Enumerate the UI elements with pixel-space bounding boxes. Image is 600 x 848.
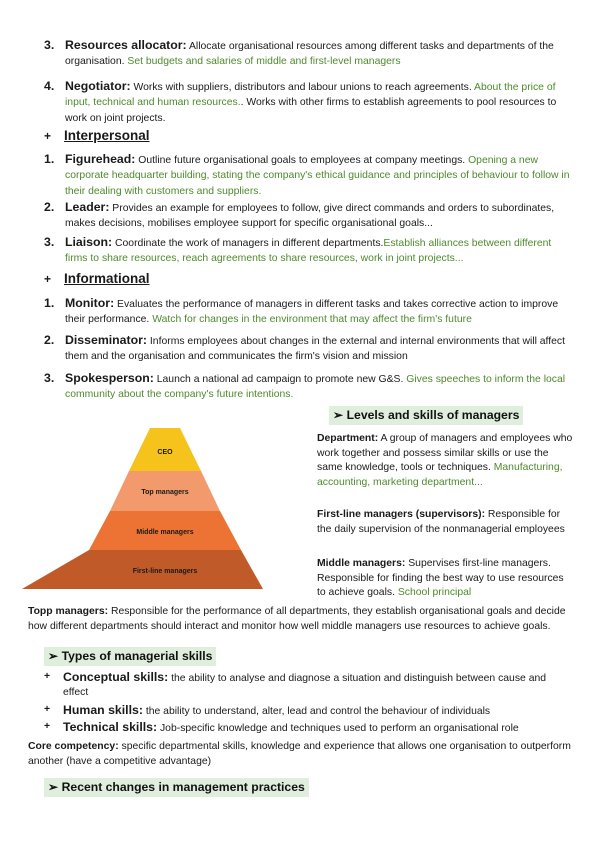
- role-monitor: [44, 296, 572, 328]
- item-number: 1.: [44, 296, 55, 310]
- skill-term: Technical skills:: [63, 720, 158, 734]
- role-text: Provides an example for employees to follow, give direct commands and orders to subordinates, makes decisions, mobilises employee support for specific organisational goals...: [65, 203, 555, 230]
- role-negotiator: [44, 79, 572, 126]
- section-interpersonal: [44, 128, 150, 143]
- role-example: About the price of input, technical and human resources.: [65, 82, 556, 109]
- pyramid-label-top: Top managers: [141, 489, 189, 496]
- levels-heading: [329, 406, 523, 425]
- definition-term: Middle managers:: [317, 558, 406, 569]
- pyramid-label-first-line: First-line managers: [132, 568, 198, 575]
- role-term: Liaison:: [65, 235, 113, 249]
- role-text: Outline future organisational goals to employees at company meetings.: [135, 155, 469, 166]
- role-term: Monitor:: [65, 296, 115, 310]
- role-example: Set budgets and salaries of middle and first-level managers: [127, 56, 401, 68]
- role-term: Spokesperson:: [65, 371, 154, 385]
- skill-term: Conceptual skills:: [63, 670, 169, 684]
- section-heading: Informational: [64, 271, 150, 286]
- role-leader: [44, 200, 572, 232]
- definition-text: specific departmental skills, knowledge and experience that allows one organisation to outperform another (have a competitive advantage): [28, 741, 571, 767]
- skill-term: Human skills:: [63, 703, 143, 717]
- item-number: 1.: [44, 152, 55, 166]
- role-text: Evaluates the performance of managers in different tasks and takes corrective action to improve their performance.: [65, 299, 559, 326]
- pyramid-label-middle: Middle managers: [136, 529, 194, 536]
- item-number: 2.: [44, 333, 55, 347]
- item-number: 3.: [44, 235, 55, 249]
- role-text: Coordinate the work of managers in different departments.: [112, 238, 384, 249]
- bullet: +: [44, 721, 51, 732]
- bullet: +: [44, 704, 51, 715]
- recent-changes-heading: [44, 778, 309, 797]
- skill-conceptual: [44, 670, 574, 701]
- item-number: 2.: [44, 200, 55, 214]
- skill-human: [44, 703, 574, 719]
- skill-text: the ability to understand, alter, lead and control the behaviour of individuals: [142, 706, 491, 717]
- item-number: 3.: [44, 38, 55, 52]
- definition-term: Core competency:: [28, 741, 119, 752]
- role-term: Figurehead:: [65, 152, 136, 166]
- section-heading: Types of managerial skills: [61, 649, 213, 663]
- definition-first-line-managers: [317, 508, 575, 537]
- arrow-icon: ➢: [48, 649, 59, 663]
- definition-middle-managers: [317, 557, 575, 601]
- bullet: +: [44, 129, 52, 143]
- definition-example: Manufacturing, accounting, marketing department...: [317, 462, 563, 488]
- item-number: 4.: [44, 79, 55, 93]
- definition-term: First-line managers (supervisors):: [317, 509, 486, 520]
- definition-text: A group of managers and employees who work together and possess similar skills or use the same knowledge, tools or techniques.: [317, 433, 573, 474]
- role-term: Negotiator:: [65, 79, 131, 93]
- role-example: Gives speeches to inform the local community about the company's future intentions.: [65, 374, 566, 401]
- role-example: Establish alliances between different firms to share resources, reach agreements to share resources, work in joint projects...: [65, 238, 552, 265]
- arrow-icon: ➢: [48, 780, 59, 794]
- bullet: +: [44, 671, 51, 682]
- section-heading: Interpersonal: [64, 128, 150, 143]
- section-heading: Recent changes in management practices: [61, 780, 305, 794]
- role-text: Allocate organisational resources among different tasks and departments of the organisation.: [65, 41, 554, 68]
- role-term: Leader:: [65, 200, 110, 214]
- skill-text: the ability to analyse and diagnose a situation and distinguish between cause and effect: [63, 673, 547, 699]
- definition-text: Responsible for the performance of all departments, they establish organisational goals and decide how different departments should interact and monitor how well middle managers use resources to achieve goals.: [28, 606, 566, 632]
- role-spokesperson: [44, 371, 572, 403]
- role-text-2: . Works with other firms to establish agreements to pool resources to work on joint projects.: [65, 97, 557, 124]
- item-number: 3.: [44, 371, 55, 385]
- definition-department: [317, 432, 575, 490]
- definition-term: Department:: [317, 433, 379, 444]
- definition-text: Supervises first-line managers. Responsible for finding the best way to use resources to achieve goals.: [317, 558, 564, 599]
- bullet: +: [44, 272, 52, 286]
- role-example: Opening a new corporate headquarter building, stating the company's ethical guidance and principles of behaviour to follow in their dealing with customers and suppliers.: [65, 155, 570, 197]
- definition-core-competency: [28, 740, 576, 769]
- role-text: Launch a national ad campaign to promote new G&S.: [153, 374, 407, 385]
- role-term: Disseminator:: [65, 333, 148, 347]
- definition-text: Responsible for the daily supervision of the nonmanagerial employees: [317, 509, 565, 535]
- role-disseminator: [44, 333, 572, 365]
- skill-technical: [44, 720, 574, 736]
- arrow-icon: ➢: [333, 408, 344, 422]
- definition-example: School principal: [397, 587, 472, 599]
- skills-heading: [44, 647, 216, 666]
- role-figurehead: [44, 152, 572, 199]
- definition-top-managers: [28, 605, 576, 634]
- manager-levels-pyramid: [20, 425, 310, 593]
- definition-term: Topp managers:: [28, 606, 109, 617]
- role-text: Informs employees about changes in the external and internal environments that will affect them and the organisation and communicates the firm's vision and mission: [65, 336, 565, 363]
- skill-text: Job-specific knowledge and techniques used to perform an organisational role: [157, 723, 519, 734]
- role-example: Watch for changes in the environment that may affect the firm's future: [152, 314, 472, 326]
- section-heading: Levels and skills of managers: [346, 408, 520, 422]
- role-term: Resources allocator:: [65, 38, 187, 52]
- role-liaison: [44, 235, 572, 267]
- pyramid-label-ceo: CEO: [157, 449, 173, 456]
- role-text: Works with suppliers, distributors and labour unions to reach agreements.: [130, 82, 475, 93]
- role-resources-allocator: [44, 38, 572, 70]
- section-informational: [44, 271, 150, 286]
